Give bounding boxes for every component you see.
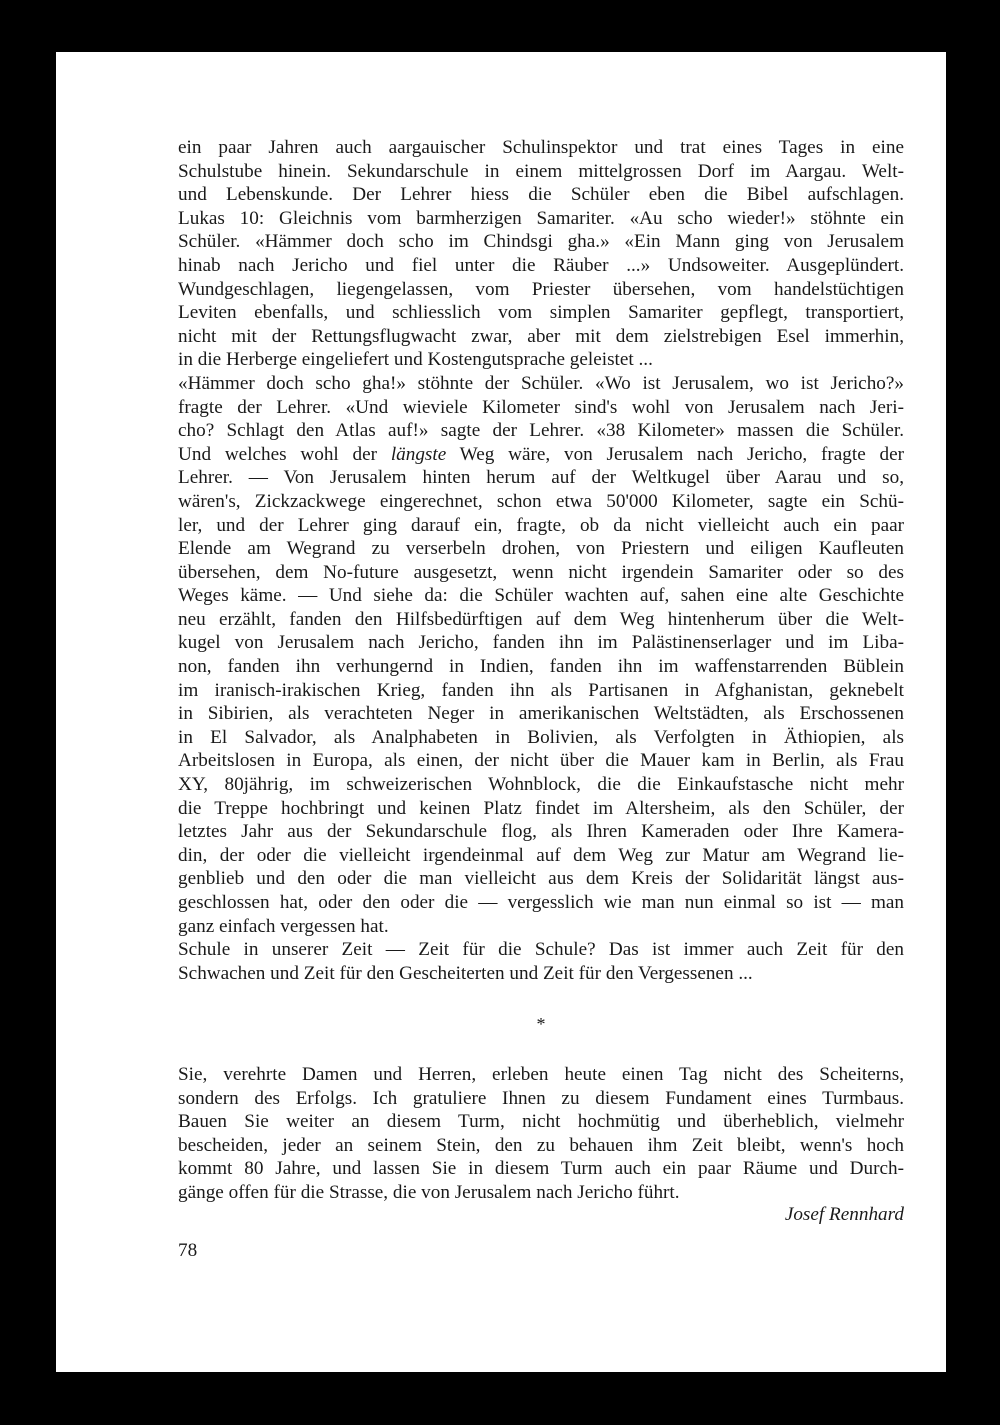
text-line: Sie, verehrte Damen und Herren, erleben heute einen Tag nicht des Scheiterns,	[178, 1064, 904, 1085]
text-line: geschlossen hat, oder den oder die — vergesslich wie man nun einmal so ist — man	[178, 892, 904, 913]
author-signature: Josef Rennhard	[784, 1204, 904, 1225]
text-line: gänge offen für die Strasse, die von Jerusalem nach Jericho führt.	[178, 1181, 680, 1203]
text-line: im iranisch-irakischen Krieg, fanden ihn als Partisanen in Afghanistan, geknebelt	[178, 679, 904, 701]
text-line: Elende am Wegrand zu verserbeln drohen, von Priestern und eiligen Kaufleuten	[178, 538, 904, 560]
text-line: in Sibirien, als verachteten Neger in amerikanischen Weltstädten, als Erschossenen	[178, 703, 904, 725]
text-line: kugel von Jerusalem nach Jericho, fanden ihn im Palästinenserlager und im Liba-	[178, 632, 904, 654]
text-line: nicht mit der Rettungsflugwacht zwar, aber mit dem zielstrebigen Esel immerhin,	[178, 325, 904, 347]
text-line: Und welches wohl der längste Weg wäre, von Jerusalem nach Jericho, fragte der	[178, 443, 904, 465]
text-line: ein paar Jahren auch aargauischer Schulinspektor und trat eines Tages in eine	[178, 137, 904, 158]
text-line: «Hämmer doch scho gha!» stöhnte der Schüler. «Wo ist Jerusalem, wo ist Jericho?»	[178, 372, 904, 394]
text-line: genblieb und den oder die man vielleicht aus dem Kreis der Solidarität längst aus-	[178, 868, 904, 890]
text-line: Schulstube hinein. Sekundarschule in einem mittelgrossen Dorf im Aargau. Welt-	[178, 160, 904, 182]
text-line: und Lebenskunde. Der Lehrer hiess die Schüler eben die Bibel aufschlagen.	[178, 184, 904, 206]
text-line: kommt 80 Jahre, und lassen Sie in diesem Turm auch ein paar Räume und Durch-	[178, 1158, 904, 1180]
text-line: ler, und der Lehrer ging darauf ein, fragte, ob da nicht vielleicht auch ein paar	[178, 514, 904, 536]
text-line: übersehen, dem No-future ausgesetzt, wenn nicht irgendein Samariter oder so des	[178, 561, 904, 583]
emphasis: längste	[390, 443, 447, 465]
text-line: Leviten ebenfalls, und schliesslich vom simplen Samariter gepflegt, transportiert,	[178, 302, 904, 324]
text-line: fragte der Lehrer. «Und wieviele Kilometer sind's wohl von Jerusalem nach Jeri-	[178, 396, 904, 418]
text-line: XY, 80jährig, im schweizerischen Wohnblock, die die Einkaufstasche nicht mehr	[178, 774, 904, 796]
text-line: Bauen Sie weiter an diesem Turm, nicht hochmütig und überheblich, vielmehr	[178, 1111, 904, 1133]
text-line: Lukas 10: Gleichnis vom barmherzigen Samariter. «Au scho wieder!» stöhnte ein	[178, 207, 904, 229]
text-line: wären's, Zickzackwege eingerechnet, schon etwa 50'000 Kilometer, sagte ein Schü-	[178, 490, 904, 512]
body-text	[178, 136, 904, 985]
text-line: Weges käme. — Und siehe da: die Schüler wachten auf, sahen eine alte Geschichte	[178, 585, 904, 607]
section-separator: *	[536, 1014, 546, 1034]
text-line: neu erzählt, fanden den Hilfsbedürftigen auf dem Weg hintenherum über die Welt-	[178, 608, 904, 630]
text-line: Arbeitslosen in Europa, als einen, der nicht über die Mauer kam in Berlin, als Frau	[178, 750, 904, 772]
text-line: Schule in unserer Zeit — Zeit für die Schule? Das ist immer auch Zeit für den	[178, 939, 904, 961]
text-line: in die Herberge eingeliefert und Kostengutsprache geleistet ...	[178, 349, 653, 371]
text-line: Lehrer. — Von Jerusalem hinten herum auf der Weltkugel über Aarau und so,	[178, 467, 904, 489]
text-line: hinab nach Jericho und fiel unter die Räuber ...» Undsoweiter. Ausgeplündert.	[178, 254, 904, 276]
text-line: non, fanden ihn verhungernd in Indien, fanden ihn im waffenstarrenden Büblein	[178, 656, 904, 678]
text-line: din, der oder die vielleicht irgendeinmal auf dem Weg zur Matur am Wegrand lie-	[178, 844, 904, 866]
document-page	[56, 52, 946, 1372]
text-line: letztes Jahr aus der Sekundarschule flog, als Ihren Kameraden oder Ihre Kamera-	[178, 821, 904, 843]
text-line: die Treppe hochbringt und keinen Platz findet im Altersheim, als den Schüler, der	[178, 797, 904, 819]
text-line: ganz einfach vergessen hat.	[178, 915, 389, 937]
text-line: Wundgeschlagen, liegengelassen, vom Priester übersehen, vom handelstüchtigen	[178, 278, 904, 300]
text-line: in El Salvador, als Analphabeten in Bolivien, als Verfolgten in Äthiopien, als	[178, 726, 904, 748]
text-line: Schwachen und Zeit für den Gescheiterten und Zeit für den Vergessenen ...	[178, 962, 753, 984]
closing-text	[178, 1063, 904, 1205]
text-line: cho? Schlagt den Atlas auf!» sagte der Lehrer. «38 Kilometer» massen die Schüler.	[178, 420, 904, 442]
page-number: 78	[178, 1240, 198, 1261]
text-line: sondern des Erfolgs. Ich gratuliere Ihnen zu diesem Fundament eines Turmbaus.	[178, 1087, 904, 1109]
text-line: Schüler. «Hämmer doch scho im Chindsgi gha.» «Ein Mann ging von Jerusalem	[178, 231, 904, 253]
text-line: bescheiden, jeder an seinem Stein, den zu behauen ihm Zeit bleibt, wenn's hoch	[178, 1134, 904, 1156]
